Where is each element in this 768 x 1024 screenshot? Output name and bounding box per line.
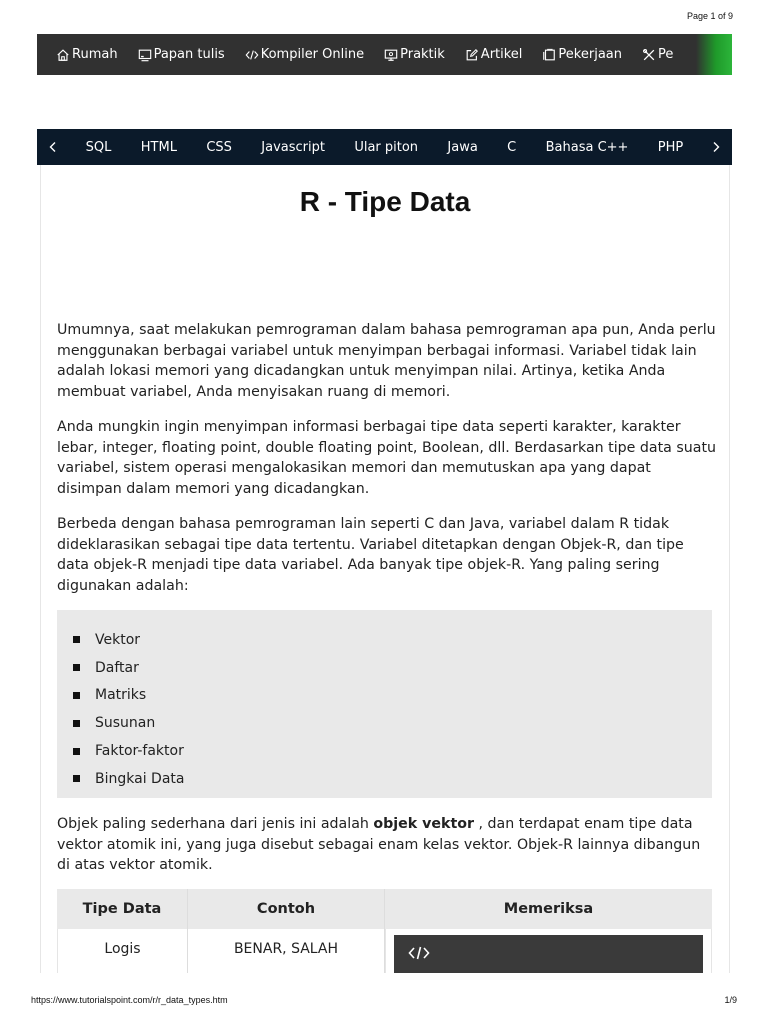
code-icon (245, 48, 259, 62)
table-row (57, 929, 712, 973)
cell-type: Logis (57, 929, 188, 973)
data-type-table (57, 889, 712, 973)
paragraph-r-objects: Berbeda dengan bahasa pemrograman lain seperti C dan Java, variabel dalam R tidak dideklarasikan sebagai tipe data tertentu. Variabel ditetapkan dengan Objek-R, dan tipe data objek-R menjadi tipe data variabel. Ada banyak tipe objek-R. Yang paling sering digunakan adalah: (57, 516, 684, 594)
nav-item-label: Praktik (400, 47, 445, 62)
home-icon (56, 48, 70, 62)
nav-item-label: Rumah (72, 47, 118, 62)
column-header: Contoh (188, 889, 385, 929)
tools-icon (642, 48, 656, 62)
page-counter: Page 1 of 9 (686, 11, 733, 21)
list-item: Bingkai Data (73, 765, 712, 793)
practice-icon (384, 48, 398, 62)
nav-scroll-fade (696, 34, 732, 75)
bullet-icon (73, 636, 80, 643)
list-item: Matriks (73, 682, 712, 710)
chevron-left-icon[interactable] (37, 129, 69, 165)
nav-item-tools[interactable] (642, 47, 673, 62)
paragraph-vector-object: Objek paling sederhana dari jenis ini adalah objek vektor , dan terdapat enam tipe data vektor atomik ini, yang juga disebut sebagai enam kelas vektor. Objek-R lainnya dibangun di atas vektor atomik. (57, 816, 701, 873)
cell-check (385, 929, 712, 973)
tab-java[interactable]: Jawa (447, 139, 478, 155)
nav-item-home[interactable] (56, 47, 118, 62)
nav-item-practice[interactable] (384, 47, 445, 62)
tab-python[interactable]: Ular piton (354, 139, 419, 155)
tab-html[interactable]: HTML (140, 139, 177, 155)
footer-page-number: 1/9 (724, 995, 737, 1005)
list-item: Susunan (73, 709, 712, 737)
code-icon (408, 945, 430, 965)
language-tab-list (69, 140, 700, 155)
nav-item-label: Pe (658, 47, 674, 62)
bullet-icon (73, 720, 80, 727)
table-header (57, 889, 712, 929)
list-item: Faktor-faktor (73, 737, 712, 765)
nav-item-label: Pekerjaan (558, 47, 622, 62)
bullet-icon (73, 775, 80, 782)
edit-icon (465, 48, 479, 62)
nav-item-online-compiler[interactable] (245, 47, 364, 62)
language-tabs (37, 129, 732, 165)
column-header: Tipe Data (57, 889, 188, 929)
list-item: Vektor (73, 626, 712, 654)
paragraph-intro: Umumnya, saat melakukan pemrograman dalam bahasa pemrograman apa pun, Anda perlu menggunakan berbagai variabel untuk menyimpan berbagai informasi. Variabel tidak lain adalah lokasi memori yang dicadangkan untuk menyimpan nilai. Artinya, ketika Anda membuat variabel, Anda menyisakan ruang di memori. (57, 322, 716, 400)
whiteboard-icon (138, 48, 152, 62)
tab-javascript[interactable]: Javascript (261, 139, 325, 155)
nav-item-label: Papan tulis (153, 47, 225, 62)
object-type-list (57, 610, 712, 798)
bold-term: objek vektor (373, 816, 474, 832)
cell-example: BENAR, SALAH (188, 929, 385, 973)
top-navigation (37, 34, 732, 75)
chevron-right-icon[interactable] (700, 129, 732, 165)
page-title: R - Tipe Data (299, 186, 471, 217)
tab-sql[interactable]: SQL (85, 139, 112, 155)
jobs-icon (542, 48, 556, 62)
column-header: Memeriksa (503, 901, 594, 917)
tab-php[interactable]: PHP (657, 139, 684, 155)
bullet-icon (73, 748, 80, 755)
try-code-button[interactable] (394, 935, 703, 973)
tab-cpp[interactable]: Bahasa C++ (545, 139, 629, 155)
bullet-icon (73, 664, 80, 671)
nav-item-whiteboard[interactable] (138, 47, 225, 62)
tab-c[interactable]: C (507, 139, 517, 155)
nav-item-label: Artikel (480, 47, 523, 62)
nav-item-jobs[interactable] (542, 47, 622, 62)
nav-item-articles[interactable] (465, 47, 523, 62)
list-item: Daftar (73, 654, 712, 682)
paragraph-data-types: Anda mungkin ingin menyimpan informasi berbagai tipe data seperti karakter, karakter lebar, integer, floating point, double floating point, Boolean, dll. Berdasarkan tipe data suatu variabel, sistem operasi mengalokasikan memori dan memutuskan apa yang dapat disimpan dalam memori yang dicadangkan. (57, 419, 716, 497)
footer-url: https://www.tutorialspoint.com/r/r_data_types.htm (31, 995, 228, 1005)
tab-css[interactable]: CSS (206, 139, 232, 155)
nav-item-label: Kompiler Online (260, 47, 365, 62)
bullet-icon (73, 692, 80, 699)
